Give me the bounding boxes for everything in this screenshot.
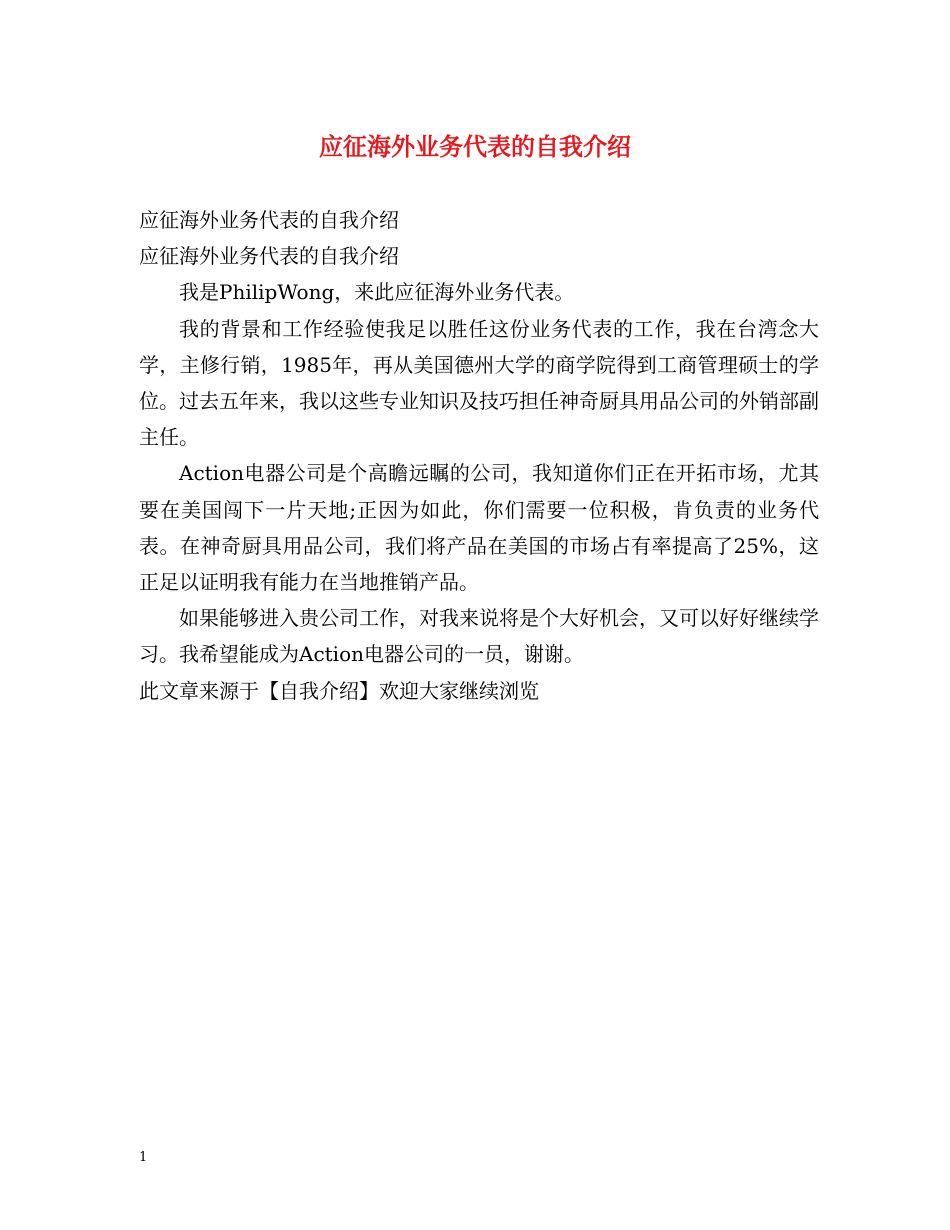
paragraph-closing: 如果能够进入贵公司工作，对我来说将是个大好机会，又可以好好继续学习。我希望能成为Action电器公司的一员，谢谢。	[139, 606, 819, 667]
paragraph-introduction: 我是PhilipWong，来此应征海外业务代表。	[179, 280, 575, 305]
paragraph-background: 我的背景和工作经验使我足以胜任这份业务代表的工作，我在台湾念大学，主修行销，1985年，再从美国德州大学的商学院得到工商管理硕士的学位。过去五年来，我以这些专业知识及技巧担任神奇厨具用品公司的外销部副主任。	[139, 316, 819, 450]
page-number: 1	[139, 1150, 148, 1165]
repeated-title-line-2: 应征海外业务代表的自我介绍	[139, 244, 399, 269]
paragraph-company: Action电器公司是个高瞻远瞩的公司，我知道你们正在开拓市场，尤其要在美国闯下一片天地;正因为如此，你们需要一位积极，肯负责的业务代表。在神奇厨具用品公司，我们将产品在美国的市场占有率提高了25%，这正足以证明我有能力在当地推销产品。	[139, 461, 819, 595]
repeated-title-line-1: 应征海外业务代表的自我介绍	[139, 208, 399, 232]
document-body	[139, 202, 819, 709]
document-title: 应征海外业务代表的自我介绍	[319, 133, 631, 161]
source-line: 此文章来源于【自我介绍】欢迎大家继续浏览	[139, 678, 539, 703]
